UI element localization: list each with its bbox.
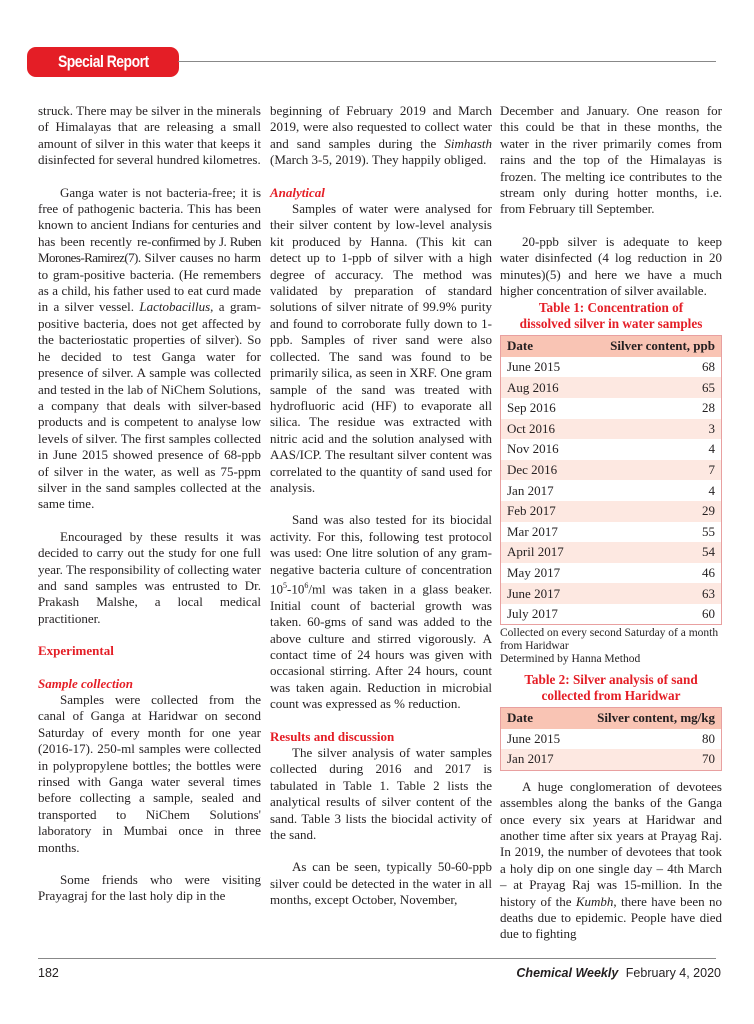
table-row: June 2015 68 [501, 357, 722, 378]
table-row: Mar 2017 55 [501, 522, 722, 543]
table1-note-collection: Collected on every second Saturday of a month from Haridwar [500, 627, 719, 653]
footer-rule [38, 958, 716, 959]
paragraph: Some friends who were visiting Prayagraj for the last holy dip in the [38, 872, 261, 904]
paragraph: Encouraged by these results it was decided to carry out the study for one full year. The responsibility of collecting water and sand samples was entrusted to Dr. Prakash Malshe, a local medical practitioner. [38, 528, 261, 626]
paragraph: Samples of water were analysed for their silver content by low-level analysis kit produced by Hanna. (This kit can detect up to 1-ppb of silver with a high degree of accuracy. The method was validated by preparation of standard solutions of silver nitrate of 99.9% purity and found to corroborate fully down to 1-ppb. Samples of river sand were also collected. The sand was found to be primarily silica, as seen in XRF. One gram sample of the sand was treated with hydrofluoric acid (HF) to evaporate all silica. The residue was extracted with nitric acid and the solution analysed with AAS/ICP. The resultant silver content was correlated to the quantity of sand used for analysis. [270, 201, 492, 495]
paragraph: Ganga water is not bacteria-free; it is free of pathogenic bacteria. This has been known to ancient Indians for centuries and has been recently re-confirmed by J. Ruben Morones-Ramirez(7). Silver causes no harm to gram-positive bacteria. (He remembers as a child, his father used to eat curd made in a silver vessel. Lactobacillus, a gram-positive bacteria, does not get affected by the bacteriostatic properties of silver). So he decided to test Ganga water for presence of silver. A sample was collected and tested in the lab of NiChem Solutions, a company that deals with silver-based products and is competent to analyse low levels of silver. The first samples collected in June 2015 showed presence of 68-ppb of silver in the water, as well as 75-ppm silver in the sand samples collected at the same time. [38, 184, 261, 512]
table-row: Feb 2017 29 [501, 501, 722, 522]
table1-header-silver: Silver content, ppb [582, 336, 721, 357]
paragraph: struck. There may be silver in the minerals of Himalayas that are releasing a small amount of silver in this water that keeps it disinfected for several hundred kilometres. [38, 103, 261, 168]
table-row: Jan 2017 70 [501, 749, 722, 770]
table1-title: Table 1: Concentration of dissolved silver in water samples [519, 300, 703, 332]
table-row: June 2017 63 [501, 583, 722, 604]
paragraph: Samples were collected from the canal of Ganga at Haridwar on second Saturday of every month for one year (2016-17). 250-ml samples were collected in polypropylene bottles; the bottles were rinsed with Ganga water several times before collecting a sample, sealed and transported to NiChem Solutions' laboratory in Mumbai once in three months. [38, 692, 261, 855]
table-row: Aug 2016 65 [501, 377, 722, 398]
column-3 [500, 103, 722, 943]
paragraph: beginning of February 2019 and March 2019, were also requested to collect water and sand samples during the Simhasth (March 3-5, 2019). They happily obliged. [270, 103, 492, 168]
paragraph: December and January. One reason for this could be that in these months, the water in the river primarily comes from rains and the top of the Himalayas is frozen. The melting ice contributes to the stream only during hotter months, i.e. from February till September. [500, 103, 722, 217]
paragraph: A huge conglomeration of devotees assembles along the banks of the Ganga once every six years at Haridwar and another time after six years at Prayag Raj. In 2019, the number of devotees that took a holy dip on one single day – 4th March – at Prayag Raj was 15-million. In the history of the Kumbh, there have been no deaths due to epidemic. People have died due to fighting [500, 778, 722, 942]
table1-header-date: Date [501, 336, 583, 357]
paragraph: Sand was also tested for its biocidal activity. For this, following test protocol was used: One litre solution of any gram-negative bacteria culture of concentration $10^5-10^6/ml$ was taken in a glass beaker. Initial count of bacterial growth was taken. 60-gms of sand was added to the above culture and stirred vigorously. A contact time of 24 hours was given with occasional stirring. After 24 hours, count was taken again. Reduction in microbial count was expressed as % reduction. [270, 512, 492, 712]
table1-note-method: Determined by Hanna Method [500, 653, 641, 666]
magazine-name: Chemical Weekly [516, 966, 619, 980]
subheading-sample-collection: Sample collection [38, 675, 133, 691]
heading-results: Results and discussion [270, 728, 395, 744]
paragraph: 20-ppb silver is adequate to keep water disinfected (4 log reduction in 20 minutes)(5) and here we have a much higher concentration of silver available. [500, 233, 722, 299]
heading-experimental: Experimental [38, 643, 114, 659]
table2 [500, 707, 722, 770]
table-row: April 2017 54 [501, 542, 722, 563]
page-number: 182 [38, 966, 59, 980]
paragraph: The silver analysis of water samples collected during 2016 and 2017 is tabulated in Table 1. Table 2 lists the analytical results of silver content of the sand. Table 3 lists the biocidal activity of the sand. [270, 744, 492, 842]
table-row: June 2015 80 [501, 729, 722, 750]
subheading-analytical: Analytical [270, 184, 325, 200]
section-label: Special Report [57, 52, 149, 71]
table2-title: Table 2: Silver analysis of sand collected from Haridwar [524, 672, 698, 704]
issue-date: February 4, 2020 [625, 966, 721, 980]
table2-header-silver: Silver content, mg/kg [574, 708, 721, 729]
footer-publication [516, 966, 721, 980]
table-row: May 2017 46 [501, 563, 722, 584]
table-row: Oct 2016 3 [501, 419, 722, 440]
header-rule [178, 61, 716, 62]
table2-header-date: Date [501, 708, 575, 729]
table1 [500, 335, 722, 625]
table-row: Jan 2017 4 [501, 480, 722, 501]
table-row: Nov 2016 4 [501, 439, 722, 460]
column-1 [38, 103, 261, 905]
section-badge [27, 47, 179, 77]
table-row: July 2017 60 [501, 604, 722, 625]
table-row: Dec 2016 7 [501, 460, 722, 481]
paragraph: As can be seen, typically 50-60-ppb silver could be detected in the water in all months, except October, November, [270, 859, 492, 908]
table-row: Sep 2016 28 [501, 398, 722, 419]
column-2 [270, 103, 492, 909]
